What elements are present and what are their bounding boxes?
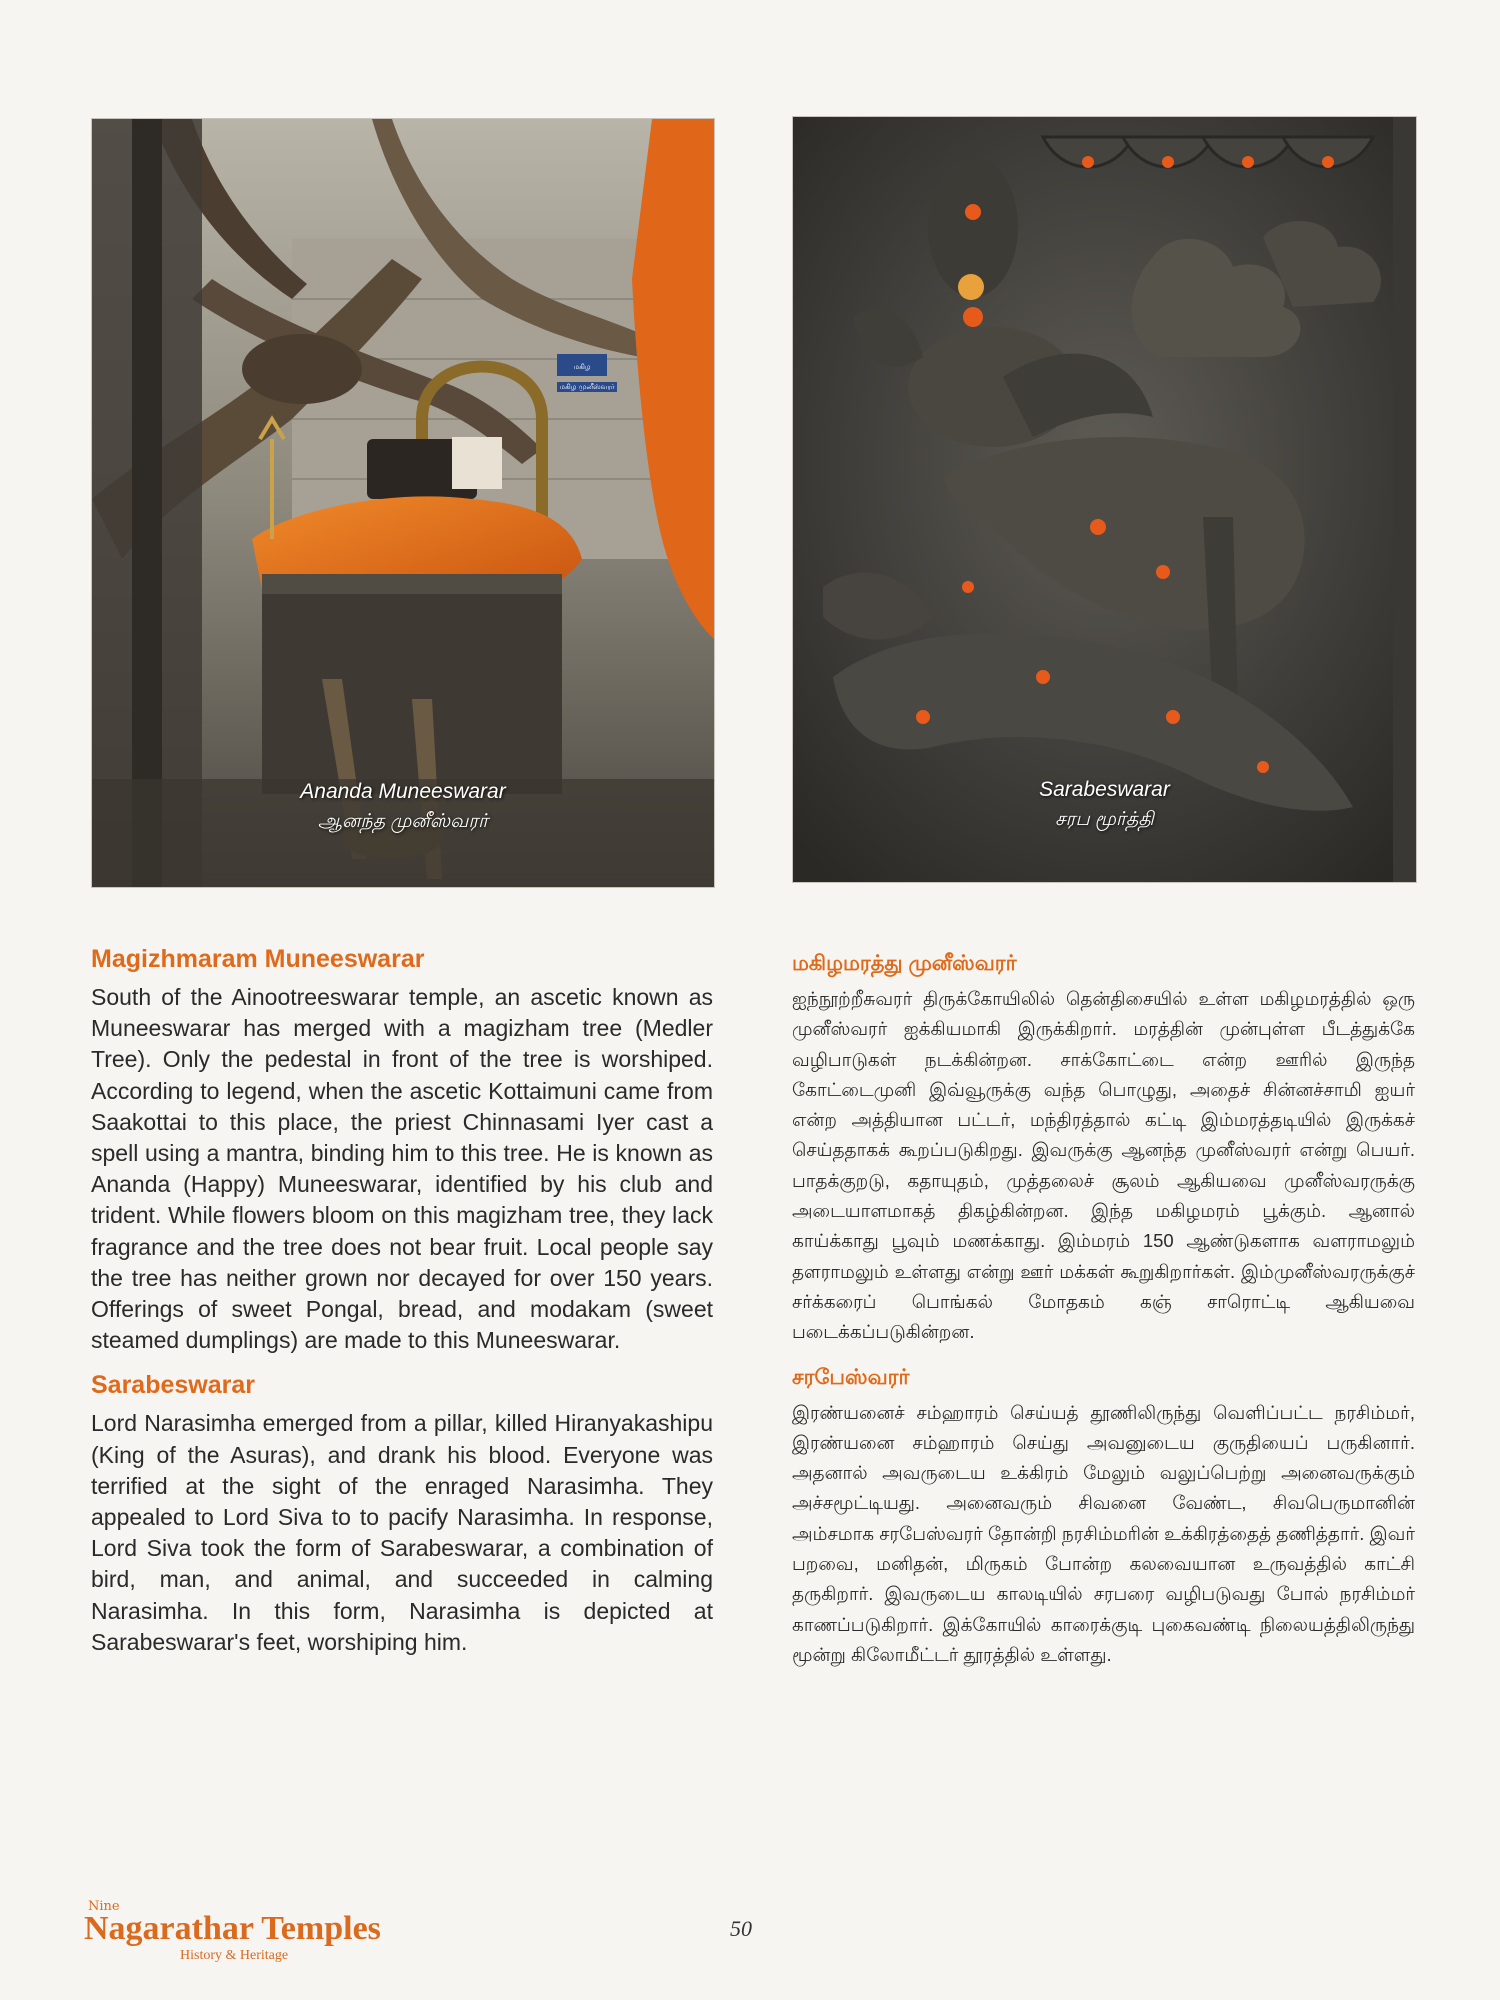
page-number: 50 xyxy=(730,1916,752,1941)
tamil-column xyxy=(792,950,1415,1670)
sarabeswarar-photo xyxy=(792,116,1417,883)
sarabeswarar-relief-photo-icon xyxy=(793,117,1416,882)
right-caption-english: Sarabeswarar xyxy=(1039,778,1170,801)
svg-text:மகிழ: மகிழ xyxy=(573,363,591,371)
shrine-sign-text: மகிழ முனீஸ்வரர் xyxy=(557,382,617,392)
muneeswarar-shrine-photo-icon xyxy=(92,119,714,887)
section1-heading-tamil: மகிழமரத்து முனீஸ்வரர் xyxy=(792,952,1017,975)
right-caption-tamil: சரப மூர்த்தி xyxy=(1055,809,1154,830)
section1-body-english: South of the Ainootreeswarar temple, an ascetic known as Muneeswarar has merged with a magizham tree (Medler Tree). Only the pedestal in front of the tree is worshiped. According to legend, when the ascetic Kottaimuni came from Saakottai to this place, the priest Chinnasami Iyer cast a spell using a mantra, binding him to this tree. He is known as Ananda (Happy) Muneeswarar, identified by his club and trident. While flowers bloom on this magizham tree, they lack fragrance and the tree does not bear fruit. Local people say the tree has neither grown nor decayed for over 150 years. Offerings of sweet Pongal, bread, and modakam (sweet steamed dumplings) are made to this Muneeswarar. xyxy=(91,984,713,1354)
left-caption-english: Ananda Muneeswarar xyxy=(300,780,506,803)
logo-subtitle: History & Heritage xyxy=(180,1948,289,1963)
section2-heading-english: Sarabeswarar xyxy=(91,1371,256,1400)
logo-title: Nagarathar Temples xyxy=(84,1910,381,1947)
book-logo xyxy=(84,1900,424,1970)
section2-body-tamil: இரண்யனைச் சம்ஹாரம் செய்யத் தூணிலிருந்து வெளிப்பட்ட நரசிம்மர், இரண்யனை சம்ஹாரம் செய்து அவனுடைய குருதியைப் பருகினார். அதனால் அவருடைய உக்கிரம் மேலும் வலுப்பெற்று அனைவருக்கும் அச்சமூட்டியது. அனைவரும் சிவனை வேண்ட, சிவபெருமானின் அம்சமாக சரபேஸ்வரர் தோன்றி நரசிம்மரின் உக்கிரத்தைத் தணித்தார். இவர் பறவை, மனிதன், மிருகம் போன்ற கலவையான உருவத்தில் காட்சி தருகிறார். இவருடைய காலடியில் சரபரை வழிபடுவது போல் நரசிம்மர் காணப்படுகிறார். இக்கோயில் காரைக்குடி புகைவண்டி நிலையத்திலிருந்து மூன்று கிலோமீட்டர் தூரத்தில் உள்ளது. xyxy=(792,1401,1415,1665)
section2-heading-tamil: சரபேஸ்வரர் xyxy=(792,1365,910,1389)
english-column xyxy=(91,944,713,1658)
section1-body-tamil: ஐந்நூற்றீசுவரர் திருக்கோயிலில் தென்திசையில் உள்ள மகிழமரத்தில் ஒரு முனீஸ்வரர் ஐக்கியமாகி இருக்கிறார். மரத்தின் முன்புள்ள பீடத்துக்கே வழிபாடுகள் நடக்கின்றன. சாக்கோட்டை என்ற ஊரில் இருந்த கோட்டைமுனி இவ்வூருக்கு வந்த பொழுது, அதைச் சின்னச்சாமி ஐயர் என்ற அத்தியான பட்டர், மந்திரத்தால் கட்டி இம்மரத்தடியில் இருக்கச் செய்ததாகக் கூறப்படுகிறது. இவருக்கு ஆனந்த முனீஸ்வரர் என்று பெயர். பாதக்குறடு, கதாயுதம், முத்தலைச் சூலம் ஆகியவை முனீஸ்வரருக்கு அடையாளமாகத் திகழ்கின்றன. இந்த மகிழமரம் பூக்கும். ஆனால் காய்க்காது பூவும் மணக்காது. இம்மரம் 150 ஆண்டுகளாக வளராமலும் தளராமலும் உள்ளது என்று ஊர் மக்கள் கூறுகிறார்கள். இம்முனீஸ்வரருக்குச் சர்க்கரைப் பொங்கல் மோதகம் கஞ் சாரொட்டி ஆகியவை படைக்கப்படுகின்றன. xyxy=(792,988,1415,1343)
left-caption-tamil: ஆனந்த முனீஸ்வரர் xyxy=(317,811,489,832)
section1-heading-english: Magizhmaram Muneeswarar xyxy=(91,945,425,973)
logo-nine: Nine xyxy=(88,1899,120,1914)
section2-body-english: Lord Narasimha emerged from a pillar, killed Hiranyakashipu (King of the Asuras), and drank his blood. Everyone was terrified at the sight of the enraged Narasimha. They appealed to Lord Siva to to pacify Narasimha. In response, Lord Siva took the form of Sarabeswarar, a combination of bird, man, and animal, and succeeded in calming Narasimha. In this form, Narasimha is depicted at Sarabeswarar's feet, worshiping him. xyxy=(91,1410,713,1655)
muneeswarar-photo xyxy=(91,118,715,888)
